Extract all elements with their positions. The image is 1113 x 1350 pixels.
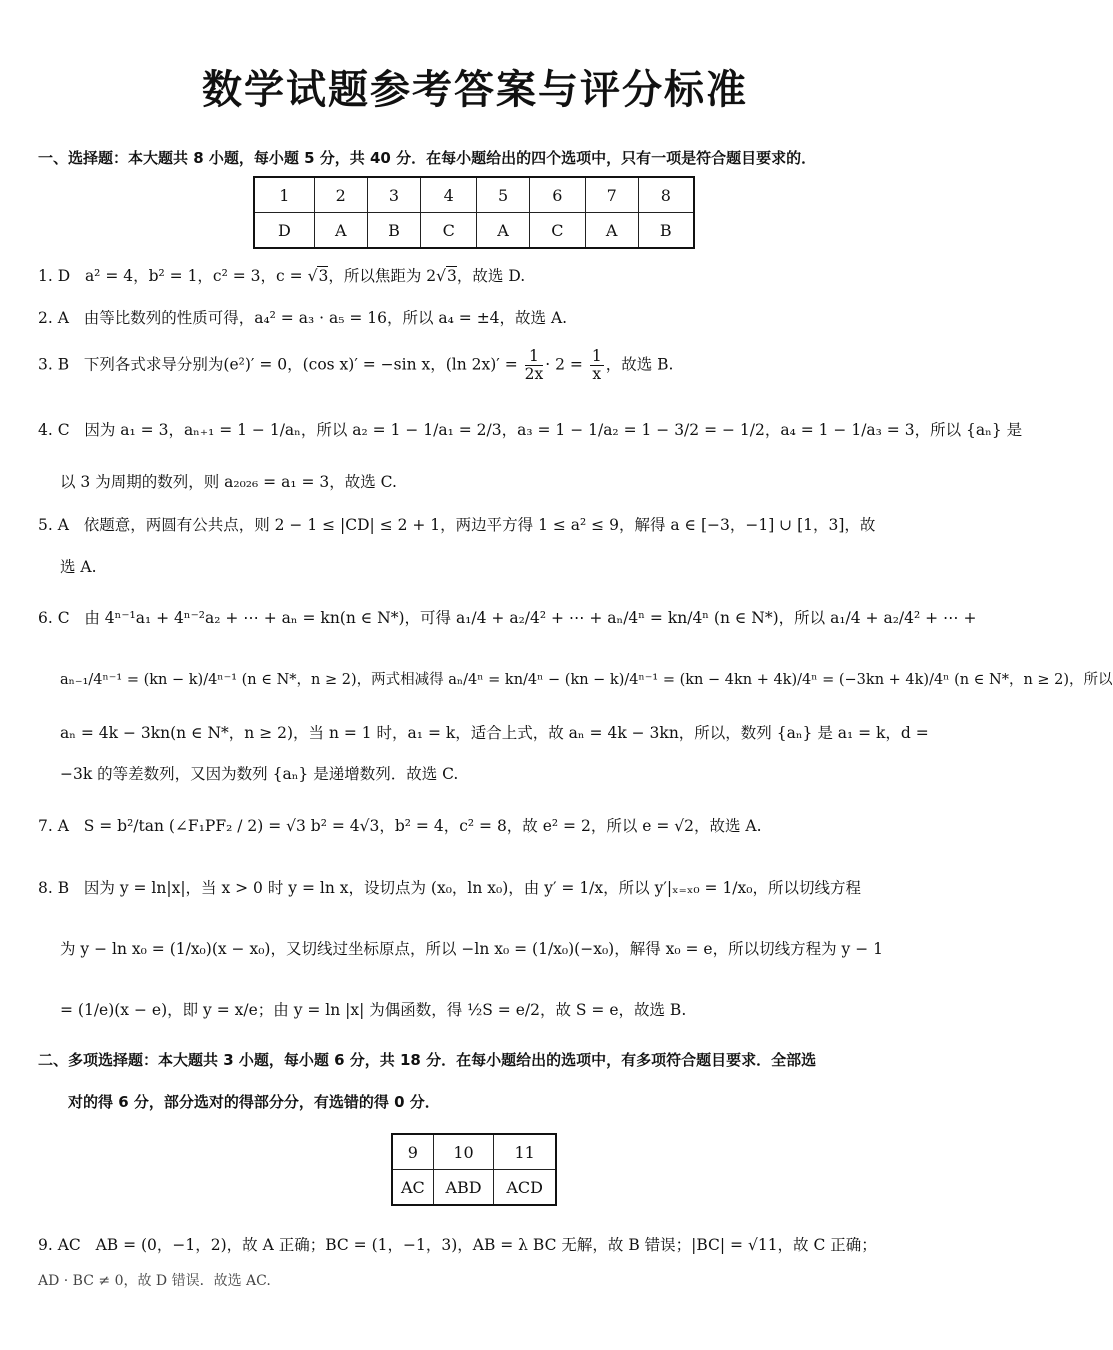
solution-text: ，故选 D. — [456, 267, 526, 285]
solution-text: S = b²/tan (∠F₁PF₂ / 2) = √3 b² = 4√3，b² = 4，c² = 8，故 e² = 2，所以 e = √2，故选 A. — [83, 817, 762, 835]
table-cell: 7 — [585, 177, 638, 213]
section-1-heading: 一、选择题：本大题共 8 小题，每小题 5 分，共 40 分．在每小题给出的四个选项中，只有一项是符合题目要求的． — [38, 149, 817, 167]
solution-q8-cont: 为 y − ln x₀ = (1/x₀)(x − x₀)，又切线过坐标原点，所以 −ln x₀ = (1/x₀)(−x₀)，解得 x₀ = e，所以切线方程为 y − 1 — [60, 940, 883, 958]
solution-text: AB = (0，−1，2)，故 A 正确；BC = (1，−1，3)，AB = λ BC 无解，故 B 错误；|BC| = √11，故 C 正确； — [95, 1236, 877, 1254]
solution-q4 — [38, 418, 1022, 440]
solution-q1: 1. D a² = 4，b² = 1，c² = 3，c = √3，所以焦距为 2√3，故选 D. — [38, 267, 526, 285]
table-cell: C — [421, 213, 477, 249]
solution-label: 4. C — [38, 421, 70, 439]
solution-text: 下列各式求导分别为(e²)′ = 0，(cos x)′ = −sin x，(ln 2x)′ = — [83, 355, 523, 374]
table-cell: B — [638, 213, 694, 249]
solution-q8-cont: = (1/e)(x − e)，即 y = x/e；由 y = ln |x| 为偶函数，得 ½S = e/2，故 S = e，故选 B. — [60, 1001, 687, 1019]
table-cell: AC — [392, 1170, 433, 1206]
table-cell: A — [585, 213, 638, 249]
solution-q6 — [38, 606, 976, 628]
sqrt-value: 3 — [318, 267, 329, 285]
solution-text: a² = 4，b² = 1，c² = 3，c = — [84, 267, 308, 285]
fraction: $\frac{1}{2x}$ — [524, 347, 544, 383]
table-cell: 9 — [392, 1134, 433, 1170]
solution-q6-cont: aₙ₋₁/4ⁿ⁻¹ = (kn − k)/4ⁿ⁻¹ (n ∈ N*，n ≥ 2)，两式相减得 aₙ/4ⁿ = kn/4ⁿ − (kn − k)/4ⁿ⁻¹ = (kn − 4kn + 4k)/4ⁿ = (−3kn + 4k)/4ⁿ (n ∈ N*，n ≥ 2)，所以 — [60, 672, 1113, 688]
table-cell: ACD — [494, 1170, 556, 1206]
solution-q5 — [38, 513, 875, 535]
table-row-numbers — [254, 177, 694, 213]
sqrt-value: 3 — [447, 267, 457, 285]
fraction: $\frac{1}{x}$ — [591, 347, 602, 383]
table-row-numbers — [392, 1134, 556, 1170]
solution-label: 2. A — [38, 309, 69, 327]
solution-label: 7. A — [38, 817, 69, 835]
solution-q4-cont: 以 3 为周期的数列，则 a₂₀₂₆ = a₁ = 3，故选 C. — [60, 473, 397, 491]
solution-text: 依题意，两圆有公共点，则 2 − 1 ≤ |CD| ≤ 2 + 1，两边平方得 1 ≤ a² ≤ 9，解得 a ∈ [−3，−1] ∪ [1，3]，故 — [83, 516, 876, 534]
solution-q8 — [38, 876, 861, 898]
solution-label: 3. B — [38, 355, 70, 374]
table-cell: 2 — [314, 177, 367, 213]
solution-label: 8. B — [38, 879, 70, 897]
solution-q9 — [38, 1233, 877, 1255]
section-1-answer-table — [253, 176, 695, 249]
table-cell: 8 — [638, 177, 694, 213]
table-cell: D — [254, 213, 314, 249]
solution-text: · 2 = — [545, 355, 588, 374]
section-2-heading-cont: 对的得 6 分，部分选对的得部分分，有选错的得 0 分． — [68, 1093, 440, 1111]
table-cell: 4 — [421, 177, 477, 213]
solution-q3 — [38, 348, 673, 383]
table-cell: A — [477, 213, 530, 249]
solution-q5-cont: 选 A. — [60, 558, 97, 576]
table-cell: 10 — [433, 1134, 494, 1170]
table-cell: C — [529, 213, 585, 249]
solution-label: 9. AC — [38, 1236, 81, 1254]
table-cell: ABD — [433, 1170, 494, 1206]
table-cell: B — [367, 213, 421, 249]
solution-text: ，所以焦距为 2 — [328, 267, 437, 285]
page-title: 数学试题参考答案与评分标准 — [202, 67, 748, 113]
solution-label: 6. C — [38, 609, 70, 627]
table-cell: 3 — [367, 177, 421, 213]
solution-text: 由等比数列的性质可得，a₄² = a₃ · a₅ = 16，所以 a₄ = ±4，故选 A. — [83, 309, 568, 327]
solution-label: 1. D — [38, 267, 71, 285]
table-cell: 5 — [477, 177, 530, 213]
table-cell: 6 — [529, 177, 585, 213]
solution-label: 5. A — [38, 516, 69, 534]
solution-text: 因为 a₁ = 3，aₙ₊₁ = 1 − 1/aₙ，所以 a₂ = 1 − 1/a₁ = 2/3，a₃ = 1 − 1/a₂ = 1 − 3/2 = − 1/2，a₄ = 1 − 1/a₃ = 3，所以 {aₙ} 是 — [84, 421, 1023, 439]
section-2-heading: 二、多项选择题：本大题共 3 小题，每小题 6 分，共 18 分．在每小题给出的选项中，有多项符合题目要求．全部选 — [38, 1051, 817, 1069]
solution-q6-cont: −3k 的等差数列，又因为数列 {aₙ} 是递增数列．故选 C. — [60, 765, 459, 783]
section-2-answer-table — [391, 1133, 557, 1206]
solution-q6-cont: aₙ = 4k − 3kn(n ∈ N*，n ≥ 2)，当 n = 1 时，a₁ = k，适合上式，故 aₙ = 4k − 3kn，所以，数列 {aₙ} 是 a₁ = k，d = — [60, 724, 929, 742]
table-cell: 1 — [254, 177, 314, 213]
solution-text: ，故选 B. — [605, 355, 674, 374]
table-cell: A — [314, 213, 367, 249]
solution-text: 由 4ⁿ⁻¹a₁ + 4ⁿ⁻²a₂ + ⋯ + aₙ = kn(n ∈ N*)，可得 a₁/4 + a₂/4² + ⋯ + aₙ/4ⁿ = kn/4ⁿ (n ∈ N*)，所以 a₁/4 + a₂/4² + ⋯ + — [84, 609, 977, 627]
table-row-answers — [254, 213, 694, 249]
solution-q2 — [38, 306, 567, 328]
table-row-answers — [392, 1170, 556, 1206]
solution-q9-cut-line: AD · BC ≠ 0，故 D 错误．故选 AC. — [38, 1273, 271, 1289]
solution-q7 — [38, 814, 762, 836]
solution-text: 因为 y = ln|x|，当 x > 0 时 y = ln x，设切点为 (x₀，ln x₀)，由 y′ = 1/x，所以 y′|ₓ₌ₓ₀ = 1/x₀，所以切线方程 — [83, 879, 861, 897]
table-cell: 11 — [494, 1134, 556, 1170]
